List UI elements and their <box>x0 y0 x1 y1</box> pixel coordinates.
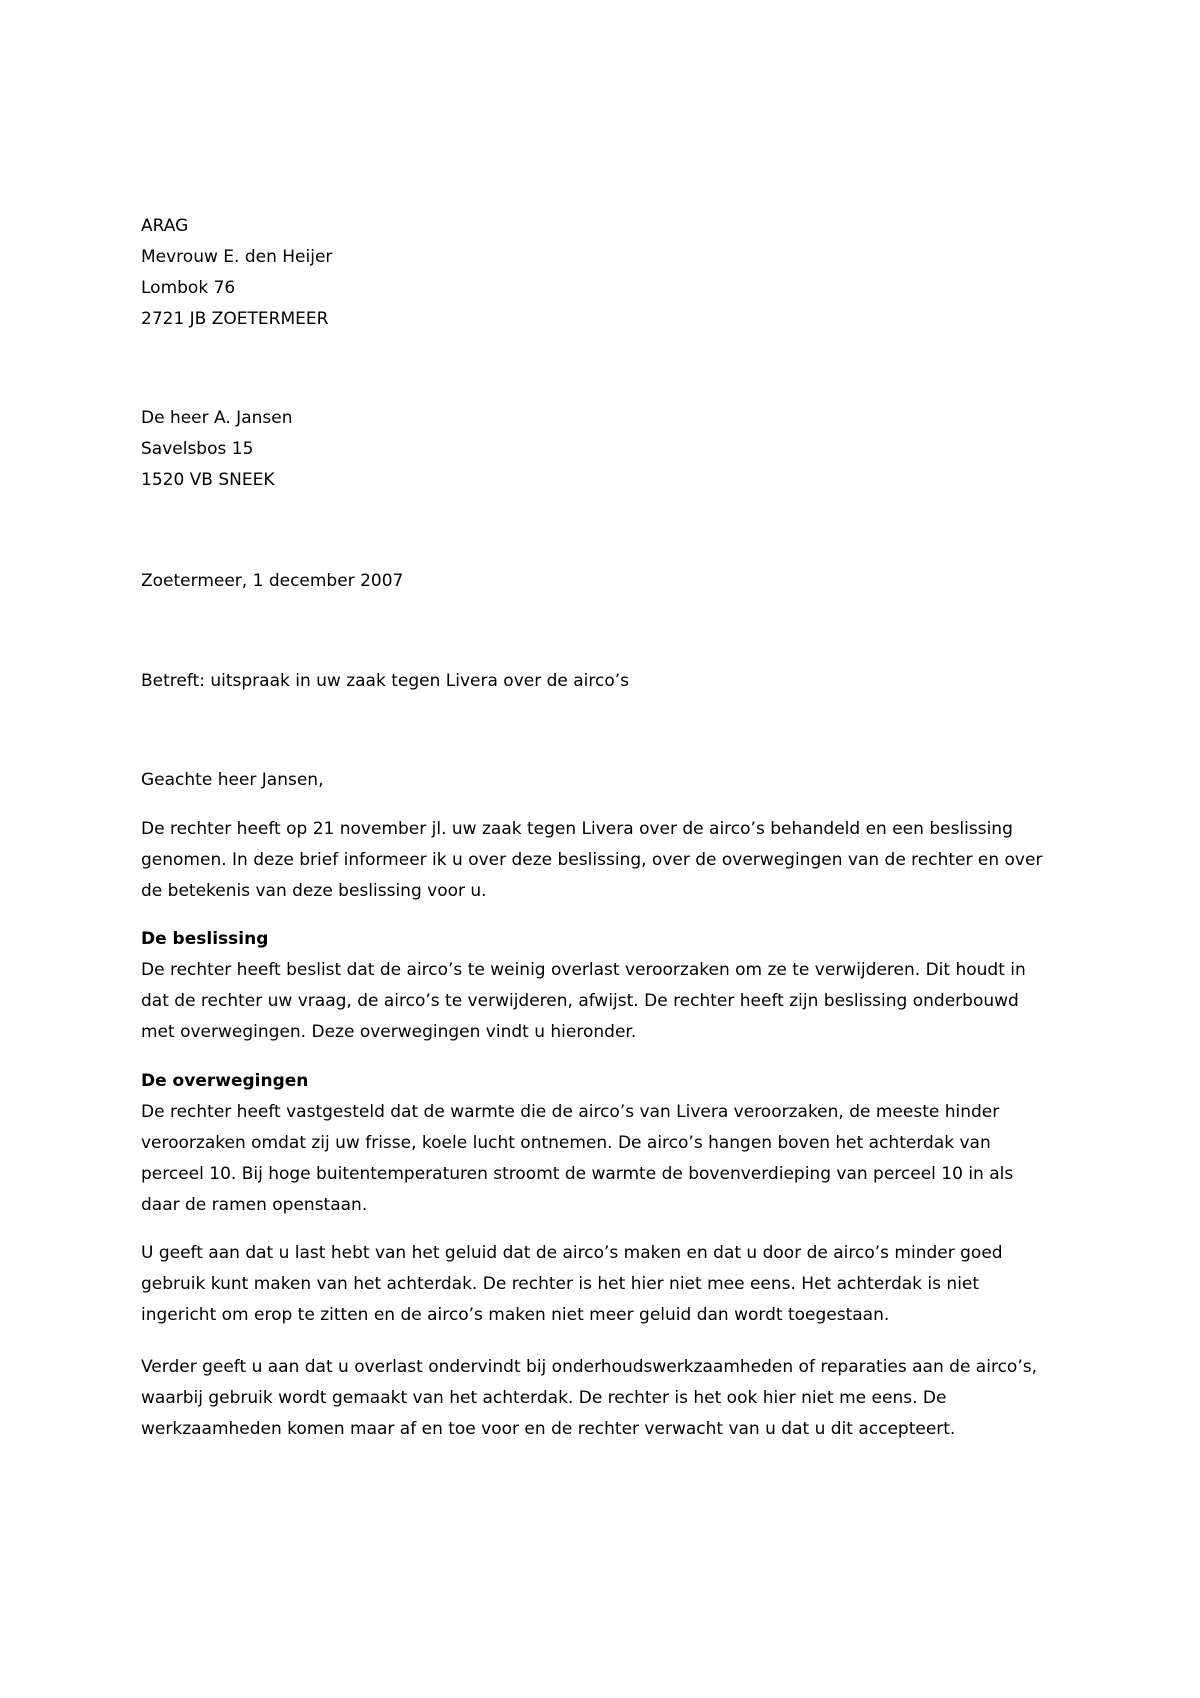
section-heading: De beslissing <box>141 929 269 949</box>
subject-line: Betreft: uitspraak in uw zaak tegen Livera over de airco’s <box>141 671 630 691</box>
paragraph-line: perceel 10. Bij hoge buitentemperaturen stroomt de warmte de bovenverdieping van perceel 10 in als <box>141 1164 1014 1184</box>
paragraph-line: werkzaamheden komen maar af en toe voor en de rechter verwacht van u dat u dit accepteert. <box>141 1419 956 1439</box>
paragraph-line: daar de ramen openstaan. <box>141 1195 368 1215</box>
paragraph-line: de betekenis van deze beslissing voor u. <box>141 881 487 901</box>
sender-postal-city: 2721 JB ZOETERMEER <box>141 309 329 329</box>
paragraph-line: ingericht om erop te zitten en de airco’s maken niet meer geluid dan wordt toegestaan. <box>141 1305 890 1325</box>
date-line: Zoetermeer, 1 december 2007 <box>141 571 404 591</box>
paragraph-line: waarbij gebruik wordt gemaakt van het achterdak. De rechter is het ook hier niet me eens. De <box>141 1388 947 1408</box>
sender-organisation: ARAG <box>141 216 189 236</box>
paragraph-line: genomen. In deze brief informeer ik u over deze beslissing, over de overwegingen van de rechter en over <box>141 850 1043 870</box>
paragraph-line: dat de rechter uw vraag, de airco’s te verwijderen, afwijst. De rechter heeft zijn beslissing onderbouwd <box>141 991 1019 1011</box>
recipient-postal-city: 1520 VB SNEEK <box>141 470 275 490</box>
paragraph-line: De rechter heeft vastgesteld dat de warmte die de airco’s van Livera veroorzaken, de meeste hinder <box>141 1102 1000 1122</box>
paragraph-line: met overwegingen. Deze overwegingen vindt u hieronder. <box>141 1022 637 1042</box>
recipient-street: Savelsbos 15 <box>141 439 254 459</box>
paragraph-line: De rechter heeft op 21 november jl. uw zaak tegen Livera over de airco’s behandeld en een beslissing <box>141 819 1013 839</box>
sender-name: Mevrouw E. den Heijer <box>141 247 333 267</box>
paragraph-line: veroorzaken omdat zij uw frisse, koele lucht ontnemen. De airco’s hangen boven het achterdak van <box>141 1133 991 1153</box>
salutation: Geachte heer Jansen, <box>141 770 324 790</box>
paragraph-line: De rechter heeft beslist dat de airco’s te weinig overlast veroorzaken om ze te verwijderen. Dit houdt in <box>141 960 1026 980</box>
section-heading: De overwegingen <box>141 1071 309 1091</box>
recipient-name: De heer A. Jansen <box>141 408 293 428</box>
paragraph-line: Verder geeft u aan dat u overlast ondervindt bij onderhoudswerkzaamheden of reparaties aan de airco’s, <box>141 1357 1037 1377</box>
sender-street: Lombok 76 <box>141 278 236 298</box>
paragraph-line: U geeft aan dat u last hebt van het geluid dat de airco’s maken en dat u door de airco’s minder goed <box>141 1243 1003 1263</box>
paragraph-line: gebruik kunt maken van het achterdak. De rechter is het hier niet mee eens. Het achterdak is niet <box>141 1274 980 1294</box>
